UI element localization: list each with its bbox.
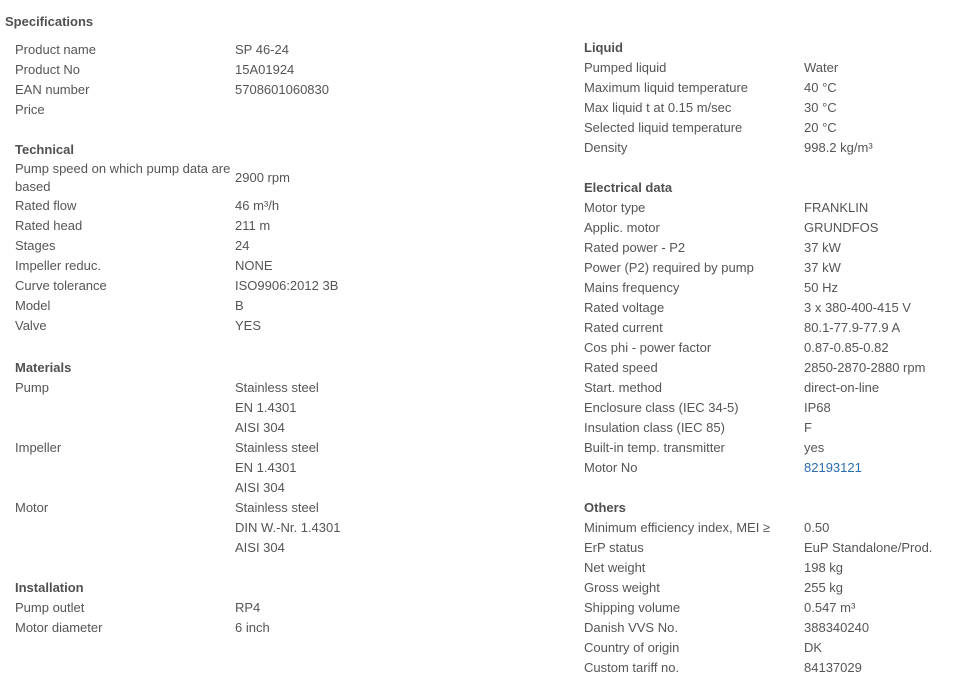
spec-row-rated-current	[584, 318, 960, 338]
spec-label: Built-in temp. transmitter	[584, 440, 725, 455]
spec-label: Max liquid t at 0.15 m/sec	[584, 100, 732, 115]
spec-label: Rated speed	[584, 360, 658, 375]
spec-row-pump-outlet	[15, 598, 560, 618]
spec-row-shipping-volume	[584, 598, 960, 618]
spec-row-rated-voltage	[584, 298, 960, 318]
spec-value: 46 m³/h	[235, 198, 280, 213]
spec-row-danish-vvs	[584, 618, 960, 638]
spec-row-rated-head	[15, 216, 560, 236]
spec-row-curve-tolerance	[15, 276, 560, 296]
spec-row-motor-diameter	[15, 618, 560, 638]
spec-row-rated-power	[584, 238, 960, 258]
spec-value: Stainless steel	[235, 500, 319, 515]
spec-value: NONE	[235, 258, 273, 273]
spec-row-density	[584, 138, 960, 158]
spec-label: Gross weight	[584, 580, 660, 595]
technical-section	[15, 140, 560, 336]
spec-row-model	[15, 296, 560, 316]
spec-label: Valve	[15, 318, 47, 333]
spec-label: Insulation class (IEC 85)	[584, 420, 725, 435]
spec-value: 198 kg	[804, 560, 844, 575]
spec-row-product-no	[15, 60, 560, 80]
spec-value: AISI 304	[235, 420, 285, 435]
spec-value: FRANKLIN	[804, 200, 869, 215]
spec-value: DK	[804, 640, 823, 655]
spec-row-selected-liquid-temp	[584, 118, 960, 138]
spec-row-motor-no	[584, 458, 960, 478]
general-section	[15, 40, 560, 120]
spec-value: F	[804, 420, 812, 435]
spec-label: Custom tariff no.	[584, 660, 680, 675]
spec-label: Price	[15, 102, 45, 117]
section-heading: Liquid	[584, 40, 623, 55]
spec-value: 24	[235, 238, 250, 253]
spec-value: GRUNDFOS	[804, 220, 879, 235]
spec-label: Enclosure class (IEC 34-5)	[584, 400, 739, 415]
spec-row-start-method	[584, 378, 960, 398]
spec-label: Motor type	[584, 200, 646, 215]
spec-row-power-required	[584, 258, 960, 278]
spec-label: Applic. motor	[584, 220, 660, 235]
spec-label: Motor	[15, 500, 49, 515]
spec-row-ean-number	[15, 80, 560, 100]
spec-value-lines	[235, 378, 319, 438]
motor-no-link[interactable]: 82193121	[804, 460, 862, 475]
spec-value: 998.2 kg/m³	[804, 140, 873, 155]
spec-label: Net weight	[584, 560, 646, 575]
materials-section	[15, 358, 560, 558]
spec-value: 6 inch	[235, 620, 270, 635]
spec-value: 2900 rpm	[235, 170, 290, 185]
spec-row-pumped-liquid	[584, 58, 960, 78]
spec-label: Product No	[15, 62, 81, 77]
spec-label: Pump outlet	[15, 600, 85, 615]
spec-value: Stainless steel	[235, 380, 319, 395]
spec-label: Rated head	[15, 218, 83, 233]
spec-value: 0.50	[804, 520, 830, 535]
spec-row-mains-frequency	[584, 278, 960, 298]
spec-value: 37 kW	[804, 260, 841, 275]
spec-value: RP4	[235, 600, 261, 615]
spec-value: Water	[804, 60, 839, 75]
spec-row-impeller-material	[15, 438, 560, 498]
spec-row-rated-flow	[15, 196, 560, 216]
spec-row-motor-type	[584, 198, 960, 218]
spec-row-valve	[15, 316, 560, 336]
spec-row-max-liquid-temp	[584, 78, 960, 98]
spec-label: Curve tolerance	[15, 278, 107, 293]
spec-row-custom-tariff	[584, 658, 960, 678]
spec-value-lines	[235, 438, 319, 498]
spec-value: 0.547 m³	[804, 600, 856, 615]
spec-row-applic-motor	[584, 218, 960, 238]
spec-value: 15A01924	[235, 62, 295, 77]
installation-section	[15, 578, 560, 638]
spec-label: Rated current	[584, 320, 663, 335]
spec-value: 84137029	[804, 660, 862, 675]
spec-label: Maximum liquid temperature	[584, 80, 749, 95]
spec-label: EAN number	[15, 82, 90, 97]
spec-label: Model	[15, 298, 51, 313]
spec-value: 50 Hz	[804, 280, 838, 295]
spec-value: 20 °C	[804, 120, 837, 135]
section-heading: Electrical data	[584, 180, 673, 195]
spec-value: yes	[804, 440, 825, 455]
spec-label: Country of origin	[584, 640, 680, 655]
spec-row-mei	[584, 518, 960, 538]
spec-value: 388340240	[804, 620, 870, 635]
spec-row-pump-material	[15, 378, 560, 438]
liquid-section	[584, 38, 960, 158]
spec-row-product-name	[15, 40, 560, 60]
section-heading: Others	[584, 500, 626, 515]
spec-value: 0.87-0.85-0.82	[804, 340, 889, 355]
spec-value: SP 46-24	[235, 42, 289, 57]
spec-row-price	[15, 100, 560, 120]
spec-label: Product name	[15, 42, 96, 57]
spec-value: Stainless steel	[235, 440, 319, 455]
spec-label: Minimum efficiency index, MEI ≥	[584, 520, 771, 535]
spec-value: 3 x 380-400-415 V	[804, 300, 911, 315]
page-title: Specifications	[5, 14, 94, 29]
spec-value: AISI 304	[235, 540, 285, 555]
spec-label: Motor No	[584, 460, 638, 475]
spec-label: Impeller reduc.	[15, 258, 101, 273]
spec-value: 2850-2870-2880 rpm	[804, 360, 926, 375]
spec-value: EN 1.4301	[235, 400, 297, 415]
spec-value: 37 kW	[804, 240, 841, 255]
spec-label: Rated flow	[15, 198, 77, 213]
spec-value: direct-on-line	[804, 380, 880, 395]
spec-value: B	[235, 298, 244, 313]
spec-row-enclosure-class	[584, 398, 960, 418]
spec-row-motor-material	[15, 498, 560, 558]
spec-value: 255 kg	[804, 580, 844, 595]
spec-value-lines	[235, 498, 340, 558]
spec-label: Start. method	[584, 380, 663, 395]
spec-value: 5708601060830	[235, 82, 329, 97]
spec-value: 40 °C	[804, 80, 837, 95]
spec-row-erp-status	[584, 538, 960, 558]
spec-label: Rated power - P2	[584, 240, 686, 255]
spec-label: Danish VVS No.	[584, 620, 678, 635]
spec-value: 211 m	[235, 218, 271, 233]
spec-value: EuP Standalone/Prod.	[804, 540, 933, 555]
spec-value: 30 °C	[804, 100, 837, 115]
spec-label: Rated voltage	[584, 300, 665, 315]
spec-row-net-weight	[584, 558, 960, 578]
spec-value: AISI 304	[235, 480, 285, 495]
spec-value: ISO9906:2012 3B	[235, 278, 339, 293]
spec-row-cos-phi	[584, 338, 960, 358]
spec-row-impeller-reduc	[15, 256, 560, 276]
spec-value: 80.1-77.9-77.9 A	[804, 320, 901, 335]
spec-label: Shipping volume	[584, 600, 681, 615]
spec-label: Motor diameter	[15, 620, 103, 635]
spec-label: Pump	[15, 380, 49, 395]
spec-value: YES	[235, 318, 262, 333]
spec-label: Density	[584, 140, 628, 155]
spec-row-max-liquid-t-speed	[584, 98, 960, 118]
spec-label: ErP status	[584, 540, 644, 555]
spec-row-gross-weight	[584, 578, 960, 598]
spec-row-temp-transmitter	[584, 438, 960, 458]
spec-label: Selected liquid temperature	[584, 120, 743, 135]
spec-row-pump-speed	[15, 160, 560, 196]
section-heading: Materials	[15, 360, 72, 375]
spec-row-stages	[15, 236, 560, 256]
spec-value: DIN W.-Nr. 1.4301	[235, 520, 341, 535]
spec-row-insulation-class	[584, 418, 960, 438]
section-heading: Technical	[15, 142, 75, 157]
section-heading: Installation	[15, 580, 84, 595]
spec-value: EN 1.4301	[235, 460, 297, 475]
spec-label: Stages	[15, 238, 56, 253]
spec-row-rated-speed	[584, 358, 960, 378]
electrical-section	[584, 178, 960, 478]
spec-label: Impeller	[15, 440, 62, 455]
others-section	[584, 498, 960, 678]
spec-label: Mains frequency	[584, 280, 680, 295]
spec-row-country-of-origin	[584, 638, 960, 658]
spec-value: IP68	[804, 400, 831, 415]
spec-label: Pump speed on which pump data are based	[15, 161, 231, 194]
spec-label: Pumped liquid	[584, 60, 667, 75]
spec-label: Power (P2) required by pump	[584, 260, 754, 275]
spec-label: Cos phi - power factor	[584, 340, 712, 355]
